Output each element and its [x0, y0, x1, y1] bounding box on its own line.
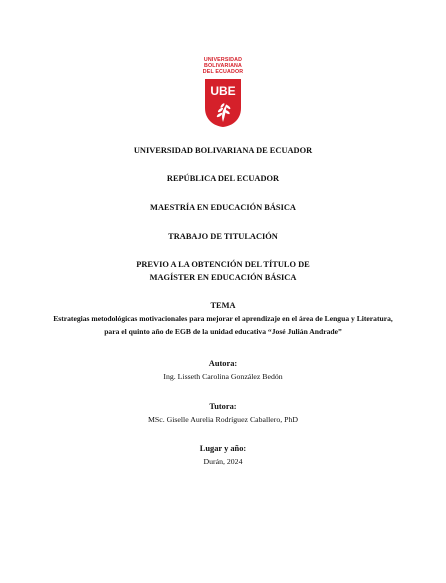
program-heading: MAESTRÍA EN EDUCACIÓN BÁSICA [150, 203, 296, 212]
university-logo [196, 57, 250, 135]
tema-label: TEMA [210, 301, 236, 310]
degree-heading-line1: PREVIO A LA OBTENCIÓN DEL TÍTULO DE [136, 260, 310, 269]
ube-shield-icon [204, 78, 242, 128]
tutor-label: Tutora: [209, 402, 237, 411]
work-type-heading: TRABAJO DE TITULACIÓN [168, 232, 278, 241]
country-heading: REPÚBLICA DEL ECUADOR [166, 174, 280, 183]
university-heading: UNIVERSIDAD BOLIVARIANA DE ECUADOR [133, 146, 313, 155]
logo-text-line3: DEL ECUADOR [202, 69, 244, 76]
degree-heading-line2: MAGÍSTER EN EDUCACIÓN BÁSICA [149, 273, 297, 282]
logo-text-line2: BOLIVARIANA [203, 63, 243, 70]
tema-title-line2: para el quinto año de EGB de la unidad educativa “José Julián Andrade” [104, 327, 342, 336]
logo-abbrev: UBE [210, 83, 236, 98]
logo-text-line1: UNIVERSIDAD [203, 57, 243, 63]
tutor-name: MSc. Giselle Aurelia Rodríguez Caballero, PhD [147, 415, 299, 424]
author-label: Autora: [208, 359, 238, 368]
place-year-label: Lugar y año: [199, 444, 247, 453]
tema-title-line1: Estrategias metodológicas motivacionales para mejorar el aprendizaje en el área de Lengua y Literatura, [53, 314, 393, 323]
author-name: Ing. Lisseth Carolina González Bedón [163, 372, 283, 381]
place-year-value: Durán, 2024 [203, 457, 243, 466]
